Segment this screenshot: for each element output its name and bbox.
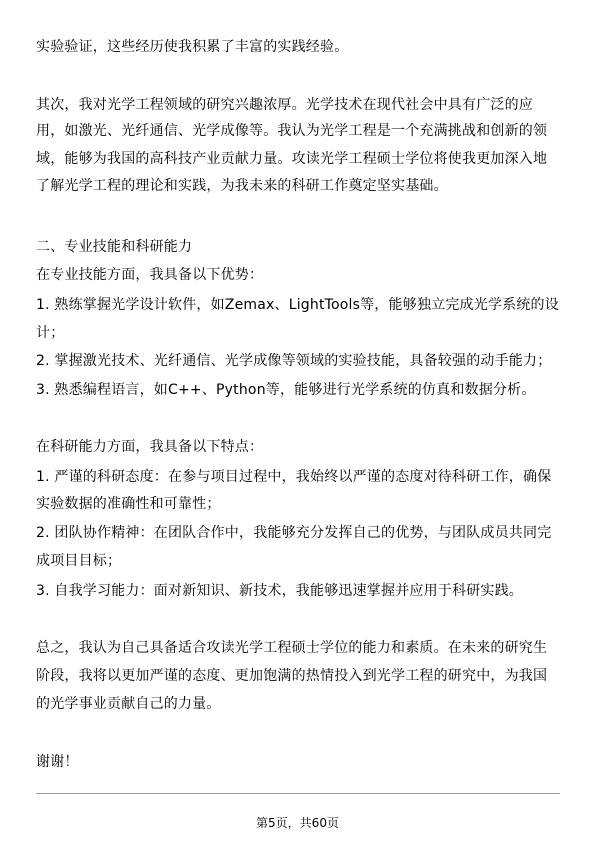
text-line: 阶段，我将以更加严谨的态度、更加饱满的热情投入到光学工程的研究中，为我国 <box>36 668 548 684</box>
text-line: 在专业技能方面，我具备以下优势： <box>36 267 264 283</box>
list-item-continuation: 成项目目标； <box>36 553 122 569</box>
list-item: 2. 团队协作精神：在团队合作中，我能够充分发挥自己的优势，与团队成员共同完 <box>36 525 552 541</box>
list-item: 1. 严谨的科研态度：在参与项目过程中，我始终以严谨的态度对待科研工作，确保 <box>36 469 552 485</box>
section-heading: 二、专业技能和科研能力 <box>36 239 193 255</box>
text-line: 其次，我对光学工程领域的研究兴趣浓厚。光学技术在现代社会中具有广泛的应 <box>36 97 533 113</box>
text-line: 了解光学工程的理论和实践，为我未来的科研工作奠定坚实基础。 <box>36 178 448 194</box>
text-line: 用，如激光、光纤通信、光学成像等。我认为光学工程是一个充满挑战和创新的领 <box>36 123 548 139</box>
text-line: 实验验证，这些经历使我积累了丰富的实践经验。 <box>36 39 349 55</box>
text-line: 域，能够为我国的高科技产业贡献力量。攻读光学工程硕士学位将使我更加深入地 <box>36 151 548 167</box>
text-line: 在科研能力方面，我具备以下特点： <box>36 439 264 455</box>
list-item: 3. 熟悉编程语言，如C++、Python等，能够进行光学系统的仿真和数据分析。 <box>36 382 536 398</box>
closing-line: 谢谢！ <box>36 754 79 770</box>
page-number: 第5页，共60页 <box>256 816 339 830</box>
text-line: 的光学事业贡献自己的力量。 <box>36 696 221 712</box>
list-item: 1. 熟练掌握光学设计软件，如Zemax、LightTools等，能够独立完成光学系统的设 <box>36 297 559 313</box>
list-item: 3. 自我学习能力：面对新知识、新技术，我能够迅速掌握并应用于科研实践。 <box>36 583 524 599</box>
list-item: 2. 掌握激光技术、光纤通信、光学成像等领域的实验技能，具备较强的动手能力； <box>36 353 552 369</box>
text-line: 总之，我认为自己具备适合攻读光学工程硕士学位的能力和素质。在未来的研究生 <box>36 640 548 656</box>
list-item-continuation: 计； <box>36 325 65 341</box>
footer-divider <box>36 793 560 794</box>
list-item-continuation: 实验数据的准确性和可靠性； <box>36 496 221 512</box>
